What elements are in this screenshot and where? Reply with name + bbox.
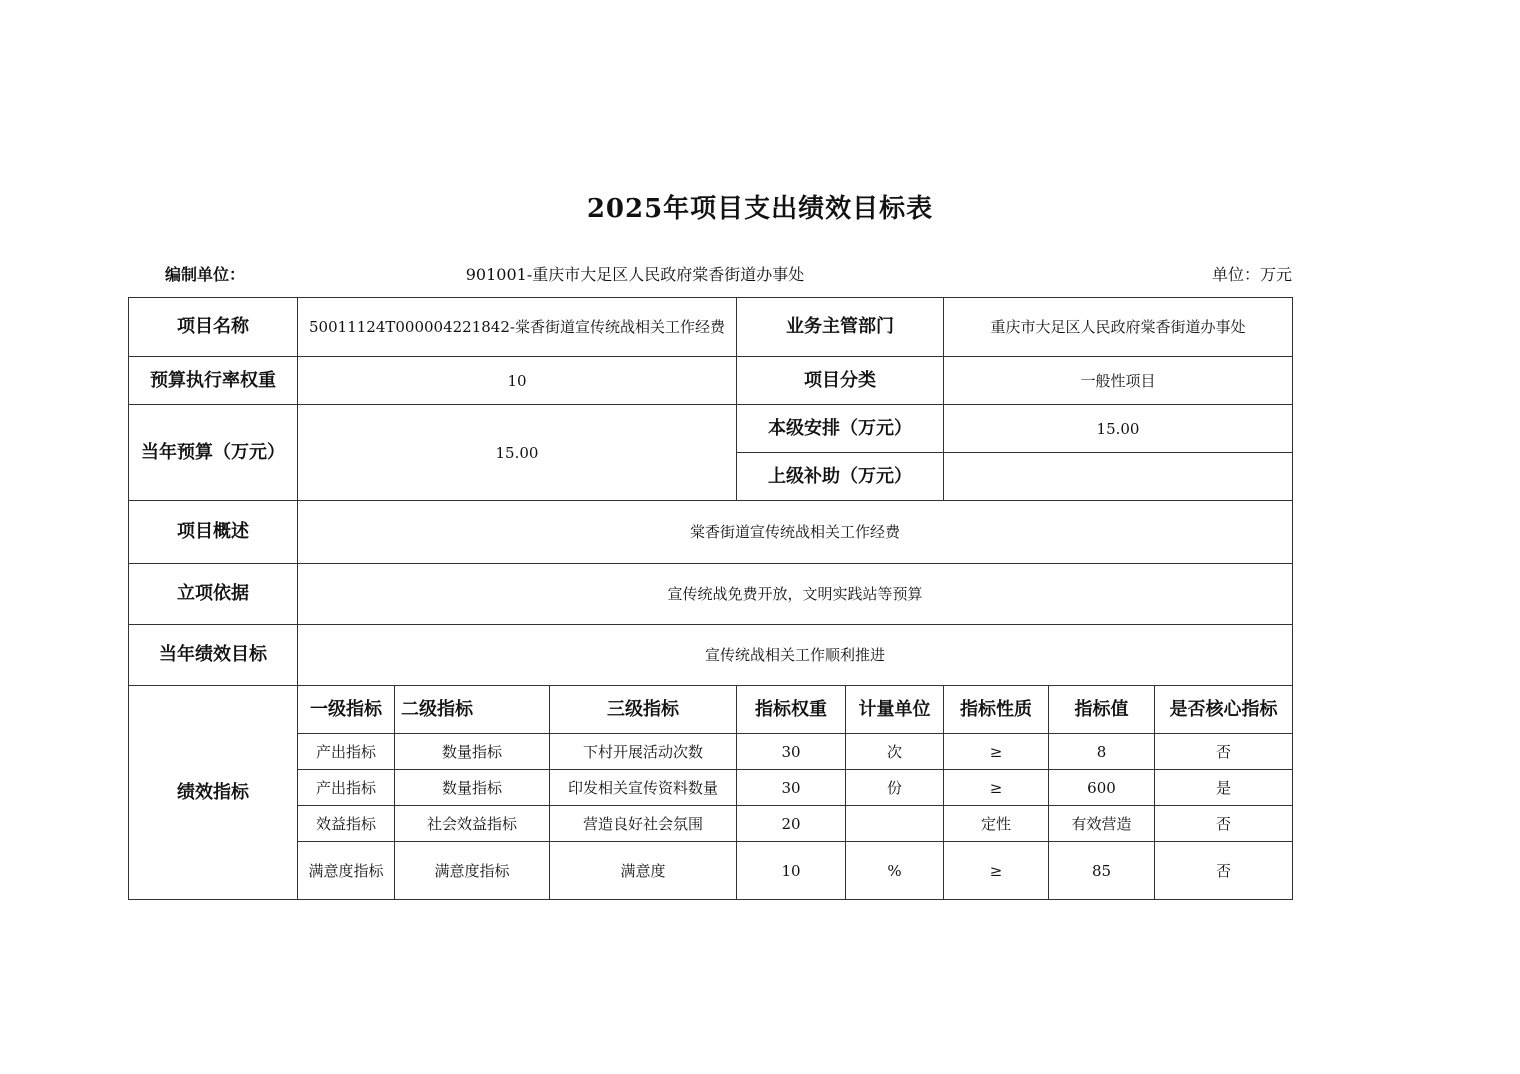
cell-unit: 份 (846, 770, 944, 806)
category-value: 一般性项目 (944, 357, 1293, 405)
compiling-unit-label: 编制单位： (165, 265, 246, 284)
indicators-section-label: 绩效指标 (129, 686, 298, 900)
table-row (129, 842, 1293, 900)
cell-value: 600 (1049, 770, 1155, 806)
header-value: 指标值 (1049, 686, 1155, 734)
cell-level2: 数量指标 (395, 734, 550, 770)
cell-level1: 产出指标 (298, 770, 395, 806)
local-funding-value: 15.00 (944, 405, 1293, 453)
project-name-value: 50011124T000004221842-棠香街道宣传统战相关工作经费 (298, 298, 737, 357)
budget-value: 15.00 (298, 405, 737, 501)
budget-label: 当年预算（万元） (129, 405, 298, 501)
cell-nature: 定性 (944, 806, 1049, 842)
cell-level2: 社会效益指标 (395, 806, 550, 842)
cell-core: 是 (1155, 770, 1293, 806)
local-funding-label: 本级安排（万元） (737, 405, 944, 453)
basis-value: 宣传统战免费开放，文明实践站等预算 (298, 564, 1293, 625)
cell-unit: % (846, 842, 944, 900)
cell-level3: 印发相关宣传资料数量 (550, 770, 737, 806)
cell-level3: 下村开展活动次数 (550, 734, 737, 770)
category-label: 项目分类 (737, 357, 944, 405)
cell-core: 否 (1155, 734, 1293, 770)
cell-weight: 30 (737, 770, 846, 806)
cell-value: 85 (1049, 842, 1155, 900)
dept-label: 业务主管部门 (737, 298, 944, 357)
basis-label: 立项依据 (129, 564, 298, 625)
table-row (129, 734, 1293, 770)
cell-level1: 满意度指标 (298, 842, 395, 900)
cell-level3: 营造良好社会氛围 (550, 806, 737, 842)
cell-weight: 30 (737, 734, 846, 770)
header-weight: 指标权重 (737, 686, 846, 734)
cell-unit: 次 (846, 734, 944, 770)
cell-nature: ≥ (944, 842, 1049, 900)
header-core: 是否核心指标 (1155, 686, 1293, 734)
compiling-unit-value: 901001-重庆市大足区人民政府棠香街道办事处 (465, 265, 805, 284)
goal-value: 宣传统战相关工作顺利推进 (298, 625, 1293, 686)
indicator-header-row (129, 686, 1293, 734)
cell-level2: 数量指标 (395, 770, 550, 806)
table-row (129, 298, 1293, 357)
cell-nature: ≥ (944, 734, 1049, 770)
summary-value: 棠香街道宣传统战相关工作经费 (298, 501, 1293, 564)
cell-core: 否 (1155, 806, 1293, 842)
goal-label: 当年绩效目标 (129, 625, 298, 686)
table-row (129, 564, 1293, 625)
weight-value: 10 (298, 357, 737, 405)
upper-subsidy-value (944, 453, 1293, 501)
header-level1: 一级指标 (298, 686, 395, 734)
header-nature: 指标性质 (944, 686, 1049, 734)
table-row (129, 501, 1293, 564)
currency-unit: 单位：万元 (1211, 265, 1292, 284)
cell-core: 否 (1155, 842, 1293, 900)
table-row (129, 405, 1293, 453)
project-name-label: 项目名称 (129, 298, 298, 357)
table-row (129, 770, 1293, 806)
header-level2: 二级指标 (395, 686, 550, 734)
cell-value: 8 (1049, 734, 1155, 770)
summary-label: 项目概述 (129, 501, 298, 564)
cell-level1: 产出指标 (298, 734, 395, 770)
cell-level2: 满意度指标 (395, 842, 550, 900)
table-row (129, 806, 1293, 842)
cell-weight: 10 (737, 842, 846, 900)
cell-value: 有效营造 (1049, 806, 1155, 842)
cell-weight: 20 (737, 806, 846, 842)
performance-target-table (128, 297, 1293, 900)
dept-value: 重庆市大足区人民政府棠香街道办事处 (944, 298, 1293, 357)
header-level3: 三级指标 (550, 686, 737, 734)
cell-level3: 满意度 (550, 842, 737, 900)
upper-subsidy-label: 上级补助（万元） (737, 453, 944, 501)
table-row (129, 625, 1293, 686)
cell-nature: ≥ (944, 770, 1049, 806)
cell-level1: 效益指标 (298, 806, 395, 842)
weight-label: 预算执行率权重 (129, 357, 298, 405)
header-unit: 计量单位 (846, 686, 944, 734)
page-title: 2025年项目支出绩效目标表 (586, 194, 934, 224)
cell-unit (846, 806, 944, 842)
table-row (129, 357, 1293, 405)
